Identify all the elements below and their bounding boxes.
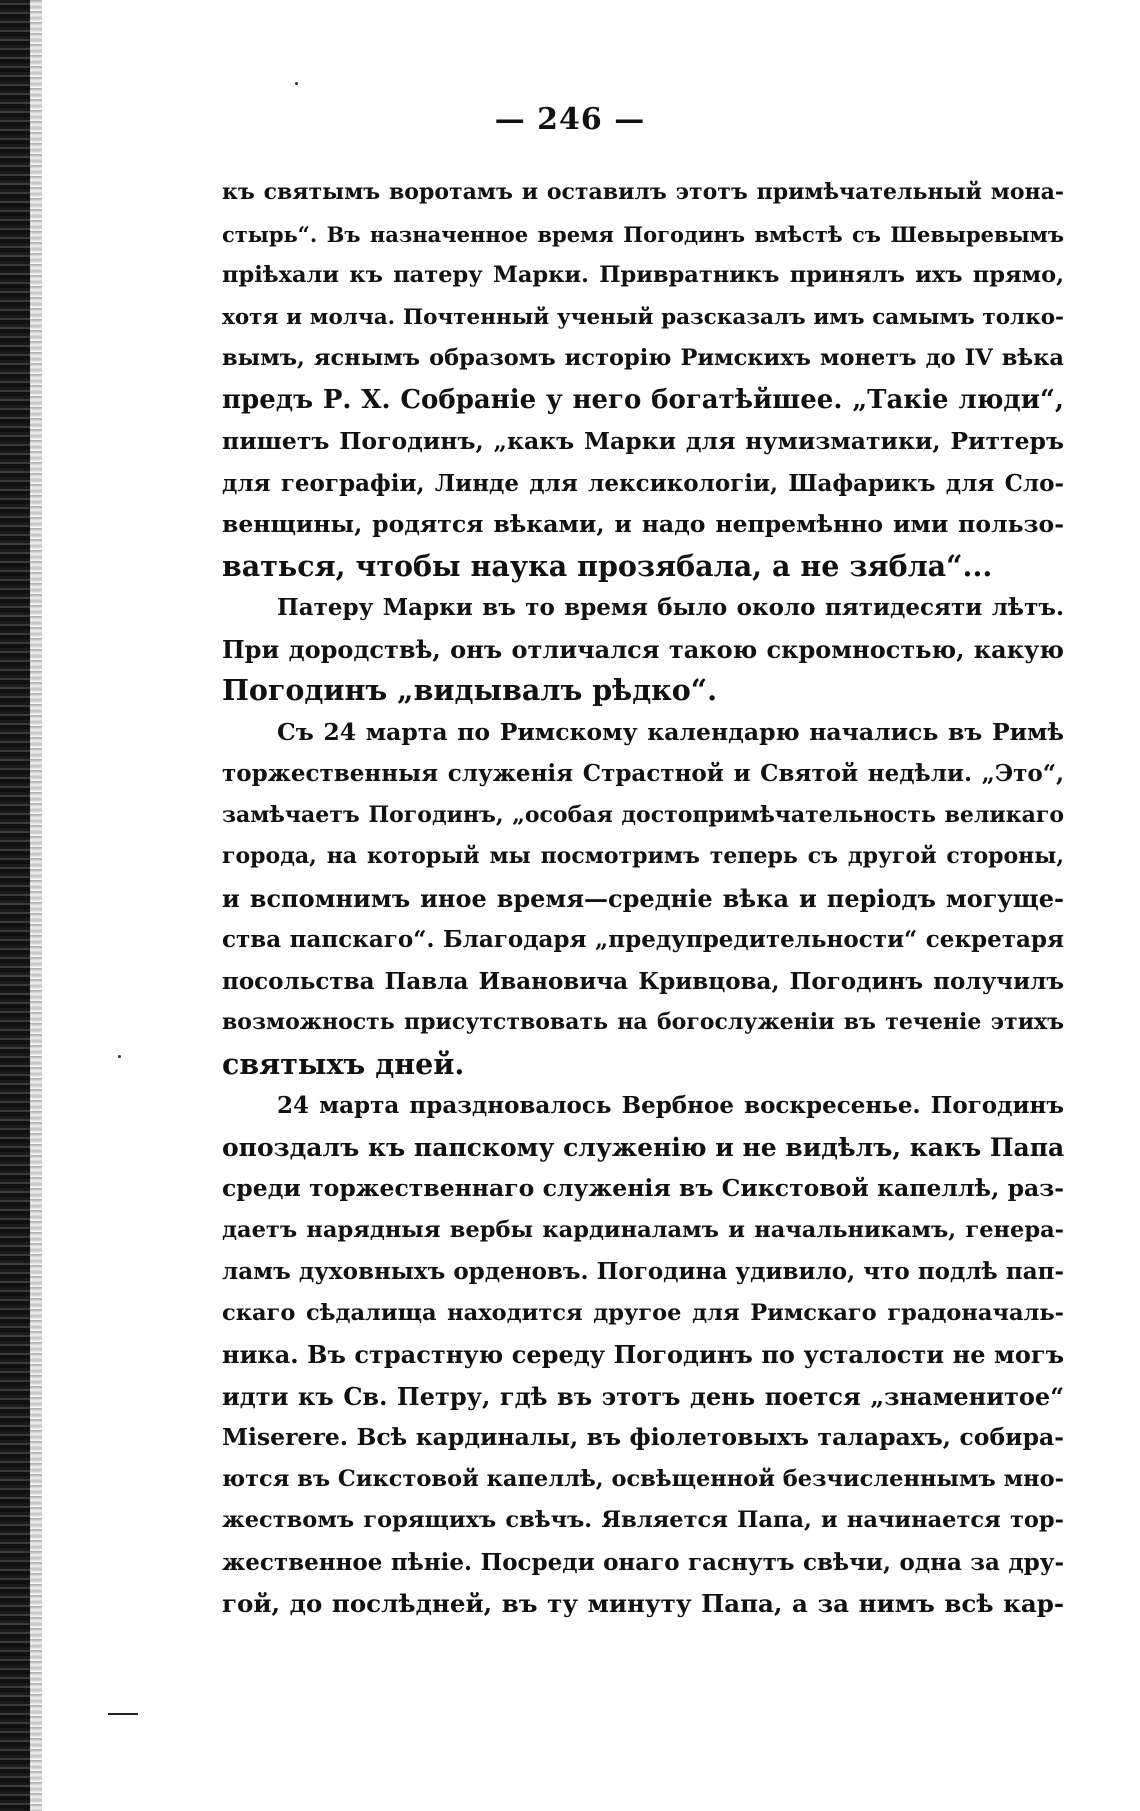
text-line: для географіи, Линде для лексикологіи, Шафарикъ для Сло- [222,469,1064,497]
text-line: венщины, родятся вѣками, и надо непремѣнно ими пользо- [222,510,1064,538]
text-line: предъ Р. X. Собраніе у него богатѣйшее. „Такіе люди“, [222,384,1064,415]
text-line: пишетъ Погодинъ, „какъ Марки для нумизматики, Риттеръ [222,427,1064,455]
text-line: ваться, чтобы наука прозябала, а не зябла“... [222,548,993,583]
book-binding-edge [0,0,30,1811]
text-line: и вспомнимъ иное время—средніе вѣка и періодъ могуще- [222,883,1064,913]
text-line: святыхъ дней. [222,1046,465,1081]
text-line: жествомъ горящихъ свѣчъ. Является Папа, и начинается тор- [222,1507,1064,1533]
text-line: пріѣхали къ патеру Марки. Привратникъ принялъ ихъ прямо, [222,262,1064,288]
paragraph [222,172,1064,587]
binding-shadow [30,0,42,1811]
margin-mark [108,1713,138,1715]
text-line: При дородствѣ, онъ отличался такою скромностью, какую [222,634,1064,664]
text-line: хотя и молча. Почтенный ученый разсказалъ имъ самымъ толко- [222,304,1064,330]
text-line: опоздалъ къ папскому служенію и не видѣлъ, какъ Папа [222,1132,1065,1162]
text-line: ства папскаго“. Благодаря „предупредительности“ секретаря [222,926,1064,953]
text-line: Погодинъ „видывалъ рѣдко“. [222,673,718,707]
text-line: идти къ Св. Петру, гдѣ въ этотъ день поется „знаменитое“ [222,1381,1064,1411]
print-speck [295,82,298,85]
text-line: жественное пѣніе. Посреди онаго гаснутъ свѣчи, одна за дру- [222,1548,1064,1576]
text-line: Съ 24 марта по Римскому календарю начались въ Римѣ [277,717,1064,746]
text-line: ются въ Сикстовой капеллѣ, освѣщенной безчисленнымъ мно- [222,1465,1064,1492]
text-line: Miserere. Всѣ кардиналы, въ фіолетовыхъ таларахъ, собира- [222,1423,1064,1451]
text-line: торжественныя служенія Страстной и Святой недѣли. „Это“, [222,760,1064,787]
text-line: замѣчаетъ Погодинъ, „особая достопримѣчательность великаго [222,801,1064,828]
text-line: ника. Въ страстную середу Погодинъ по усталости не могъ [222,1340,1064,1369]
paragraph [222,1085,1064,1625]
text-line: къ святымъ воротамъ и оставилъ этотъ примѣчательный мона- [222,179,1064,205]
text-line: скаго сѣдалища находится другое для Римскаго градоначаль- [222,1299,1064,1326]
text-line: стырь“. Въ назначенное время Погодинъ вмѣстѣ съ Шевыревымъ [222,221,1064,247]
text-line: Патеру Марки въ то время было около пятидесяти лѣтъ. [277,594,1064,621]
text-line: 24 марта праздновалось Вербное воскресенье. Погодинъ [277,1092,1064,1119]
text-line: гой, до послѣдней, въ ту минуту Папа, а за нимъ всѣ кар- [222,1589,1064,1618]
text-line: ламъ духовныхъ орденовъ. Погодина удивило, что подлѣ пап- [222,1258,1064,1285]
text-line: даетъ нарядныя вербы кардиналамъ и начальникамъ, генера- [222,1216,1064,1243]
text-line: посольства Павла Ивановича Кривцова, Погодинъ получилъ [222,967,1064,995]
paragraph [222,712,1064,1086]
text-line: возможность присутствовать на богослуженіи въ теченіе этихъ [222,1009,1064,1035]
text-line: вымъ, яснымъ образомъ исторію Римскихъ монетъ до IV вѣка [222,345,1064,371]
text-line: города, на который мы посмотримъ теперь съ другой стороны, [222,843,1064,869]
text-line: среди торжественнаго служенія въ Сикстовой капеллѣ, раз- [222,1174,1064,1202]
page-number: — 246 — [494,102,646,137]
body-text [222,172,1064,1625]
print-speck [118,1055,121,1058]
paragraph [222,587,1064,712]
